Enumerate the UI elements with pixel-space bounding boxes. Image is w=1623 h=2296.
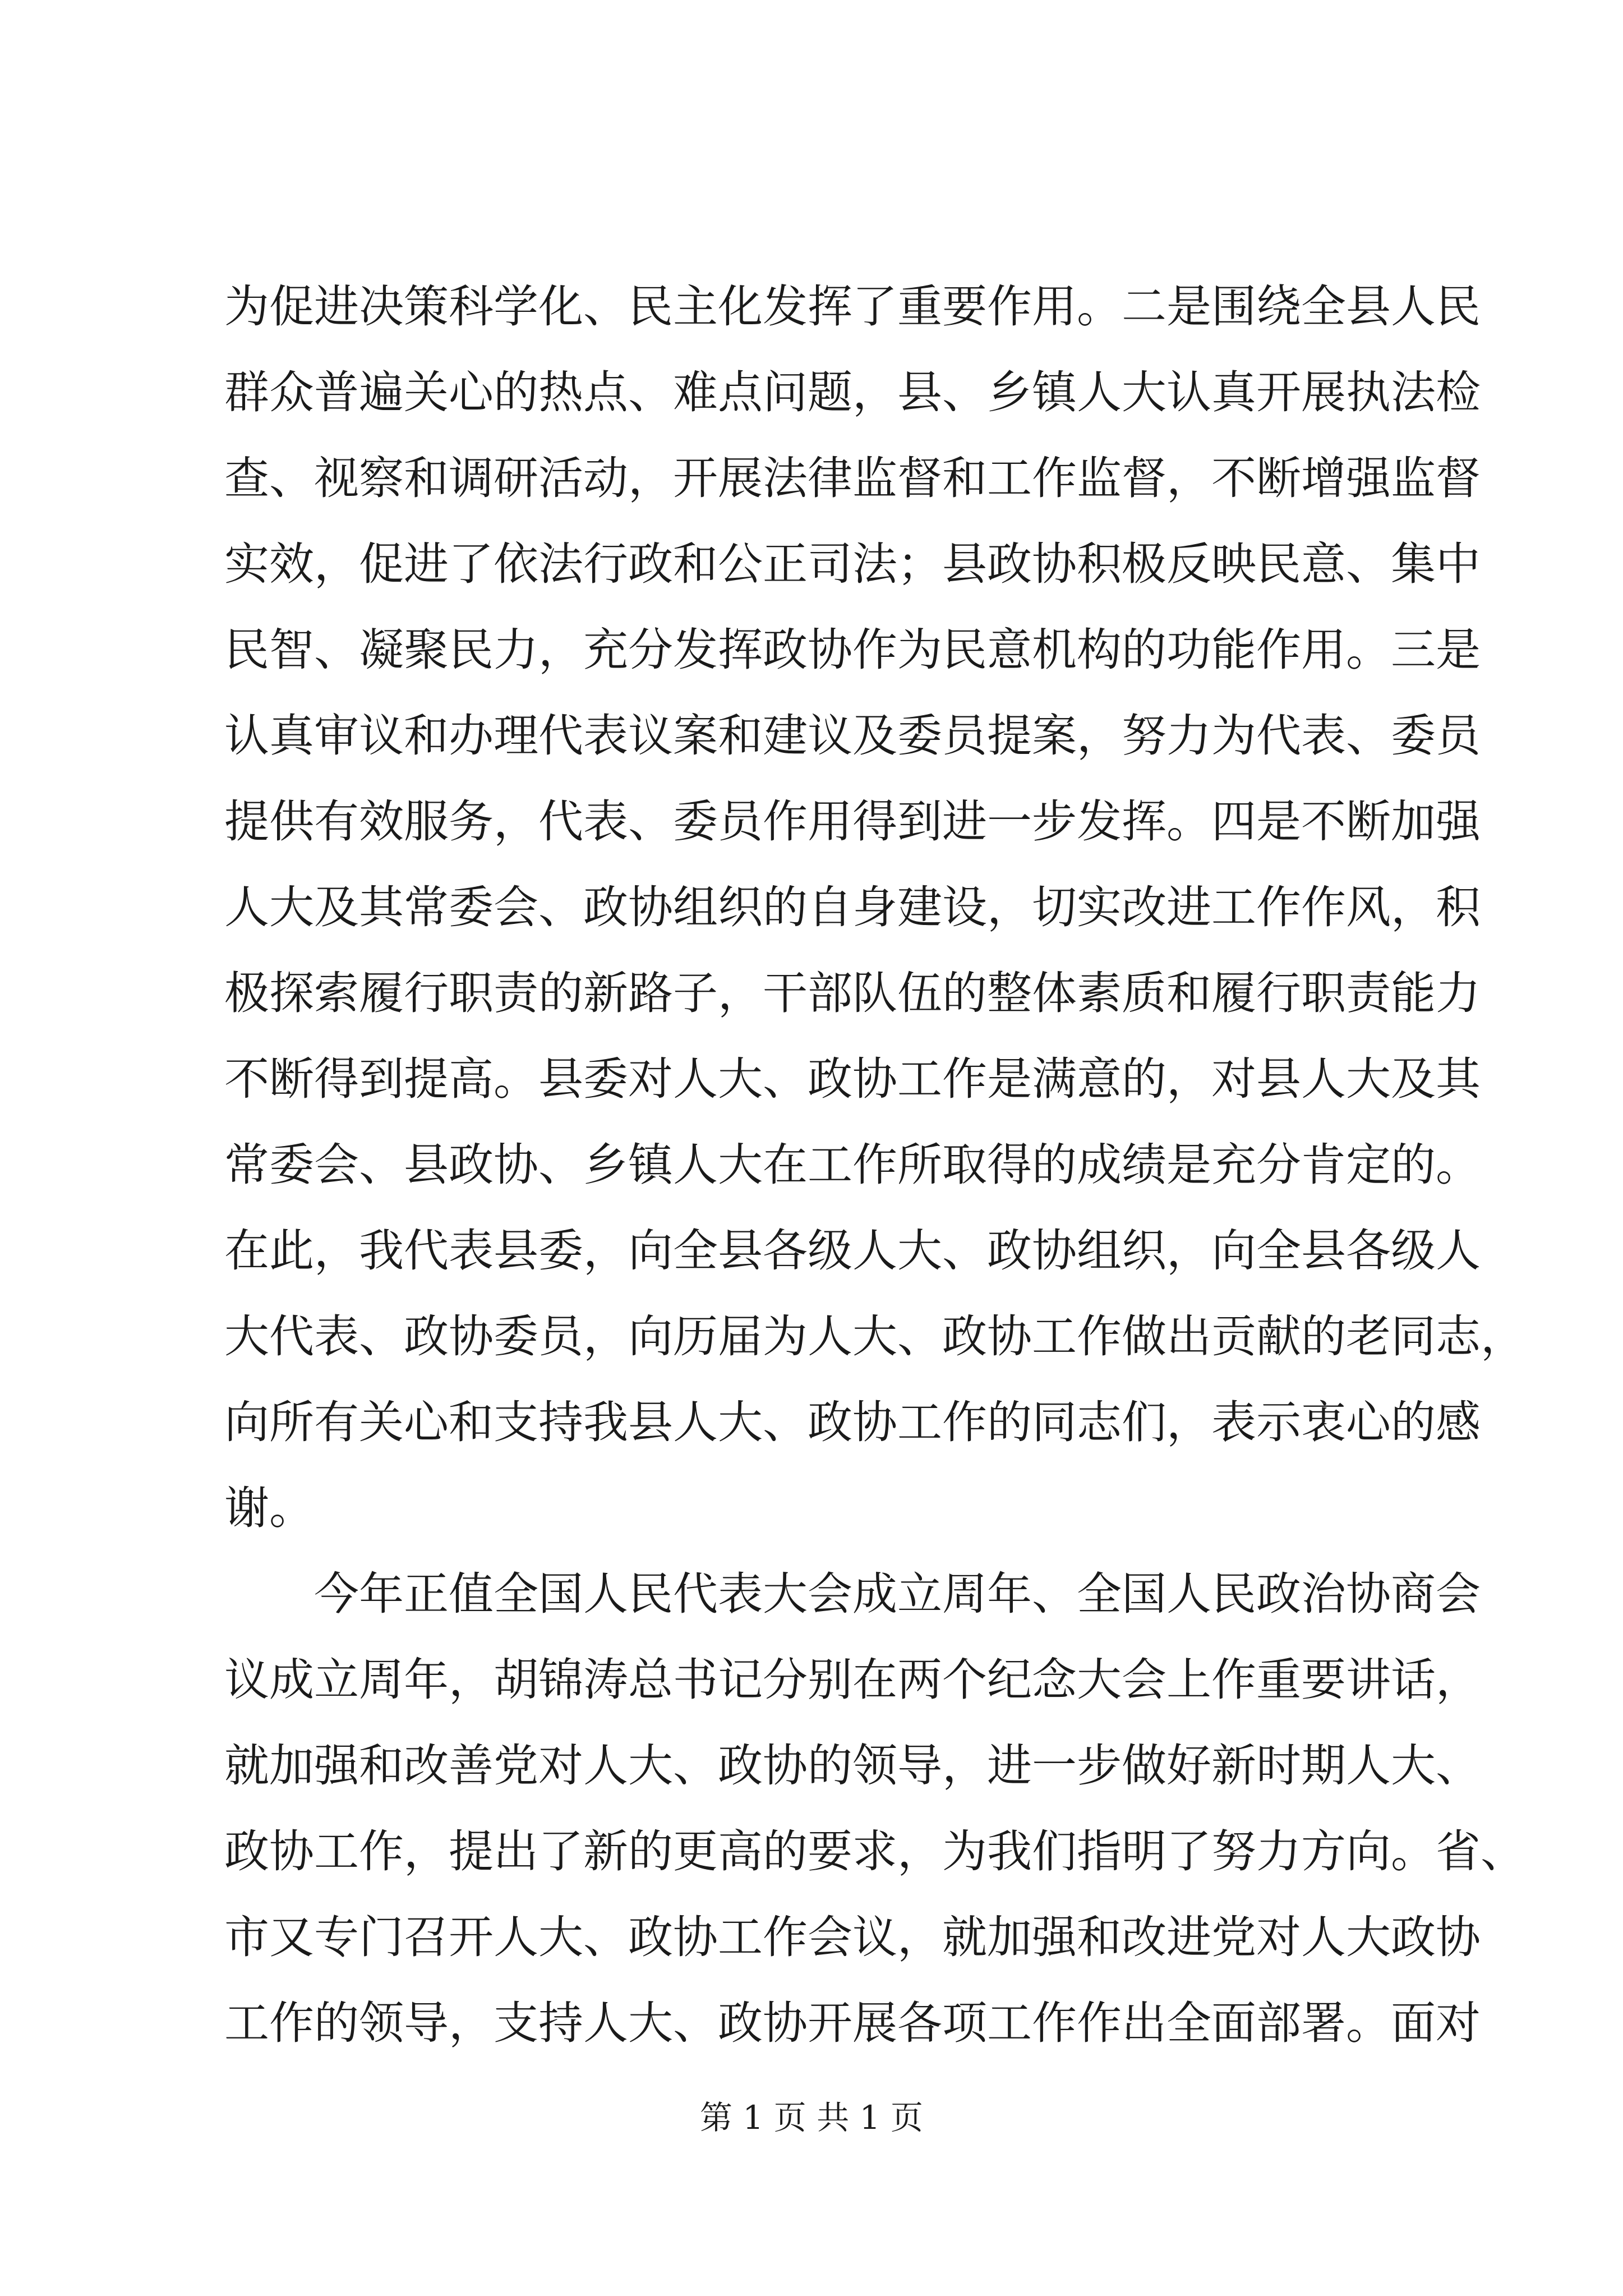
- text-line: 民智、凝聚民力，充分发挥政协作为民意机构的功能作用。三是: [224, 624, 1481, 676]
- text-line: 提供有效服务，代表、委员作用得到进一步发挥。四是不断加强: [224, 795, 1481, 848]
- text-line: 常委会、县政协、乡镇人大在工作所取得的成绩是充分肯定的。: [224, 1139, 1481, 1191]
- body-text: [224, 264, 1525, 2066]
- text-line: 不断得到提高。县委对人大、政协工作是满意的，对县人大及其: [224, 1053, 1481, 1105]
- text-line: 大代表、政协委员，向历届为人大、政协工作做出贡献的老同志，: [224, 1310, 1525, 1363]
- text-line: 向所有关心和支持我县人大、政协工作的同志们，表示衷心的感: [224, 1396, 1481, 1448]
- text-line: 为促进决策科学化、民主化发挥了重要作用。二是围绕全县人民: [224, 280, 1481, 333]
- paragraph-2: [224, 1551, 1525, 2066]
- text-line: 人大及其常委会、政协组织的自身建设，切实改进工作作风，积: [224, 881, 1481, 933]
- text-line: 极探索履行职责的新路子，干部队伍的整体素质和履行职责能力: [224, 967, 1481, 1019]
- text-line: 议成立周年，胡锦涛总书记分别在两个纪念大会上作重要讲话，: [224, 1654, 1481, 1706]
- page-footer: [0, 2095, 1623, 2140]
- text-line: 查、视察和调研活动，开展法律监督和工作监督，不断增强监督: [224, 452, 1481, 504]
- text-line: 就加强和改善党对人大、政协的领导，进一步做好新时期人大、: [224, 1740, 1481, 1792]
- text-line: 认真审议和办理代表议案和建议及委员提案，努力为代表、委员: [224, 710, 1481, 762]
- text-line: 市又专门召开人大、政协工作会议，就加强和改进党对人大政协: [224, 1911, 1481, 1963]
- text-line: 政协工作，提出了新的更高的要求，为我们指明了努力方向。省、: [224, 1825, 1525, 1878]
- text-line: 今年正值全国人民代表大会成立周年、全国人民政治协商会: [314, 1568, 1481, 1620]
- paragraph-1: [224, 264, 1525, 1551]
- page-number: 第 1 页 共 1 页: [700, 2099, 923, 2137]
- text-line: 实效，促进了依法行政和公正司法；县政协积极反映民意、集中: [224, 538, 1481, 590]
- text-line: 群众普遍关心的热点、难点问题，县、乡镇人大认真开展执法检: [224, 366, 1481, 418]
- text-line: 谢。: [224, 1482, 314, 1534]
- text-line: 工作的领导，支持人大、政协开展各项工作作出全面部署。面对: [224, 1997, 1481, 2049]
- text-line: 在此，我代表县委，向全县各级人大、政协组织，向全县各级人: [224, 1225, 1481, 1277]
